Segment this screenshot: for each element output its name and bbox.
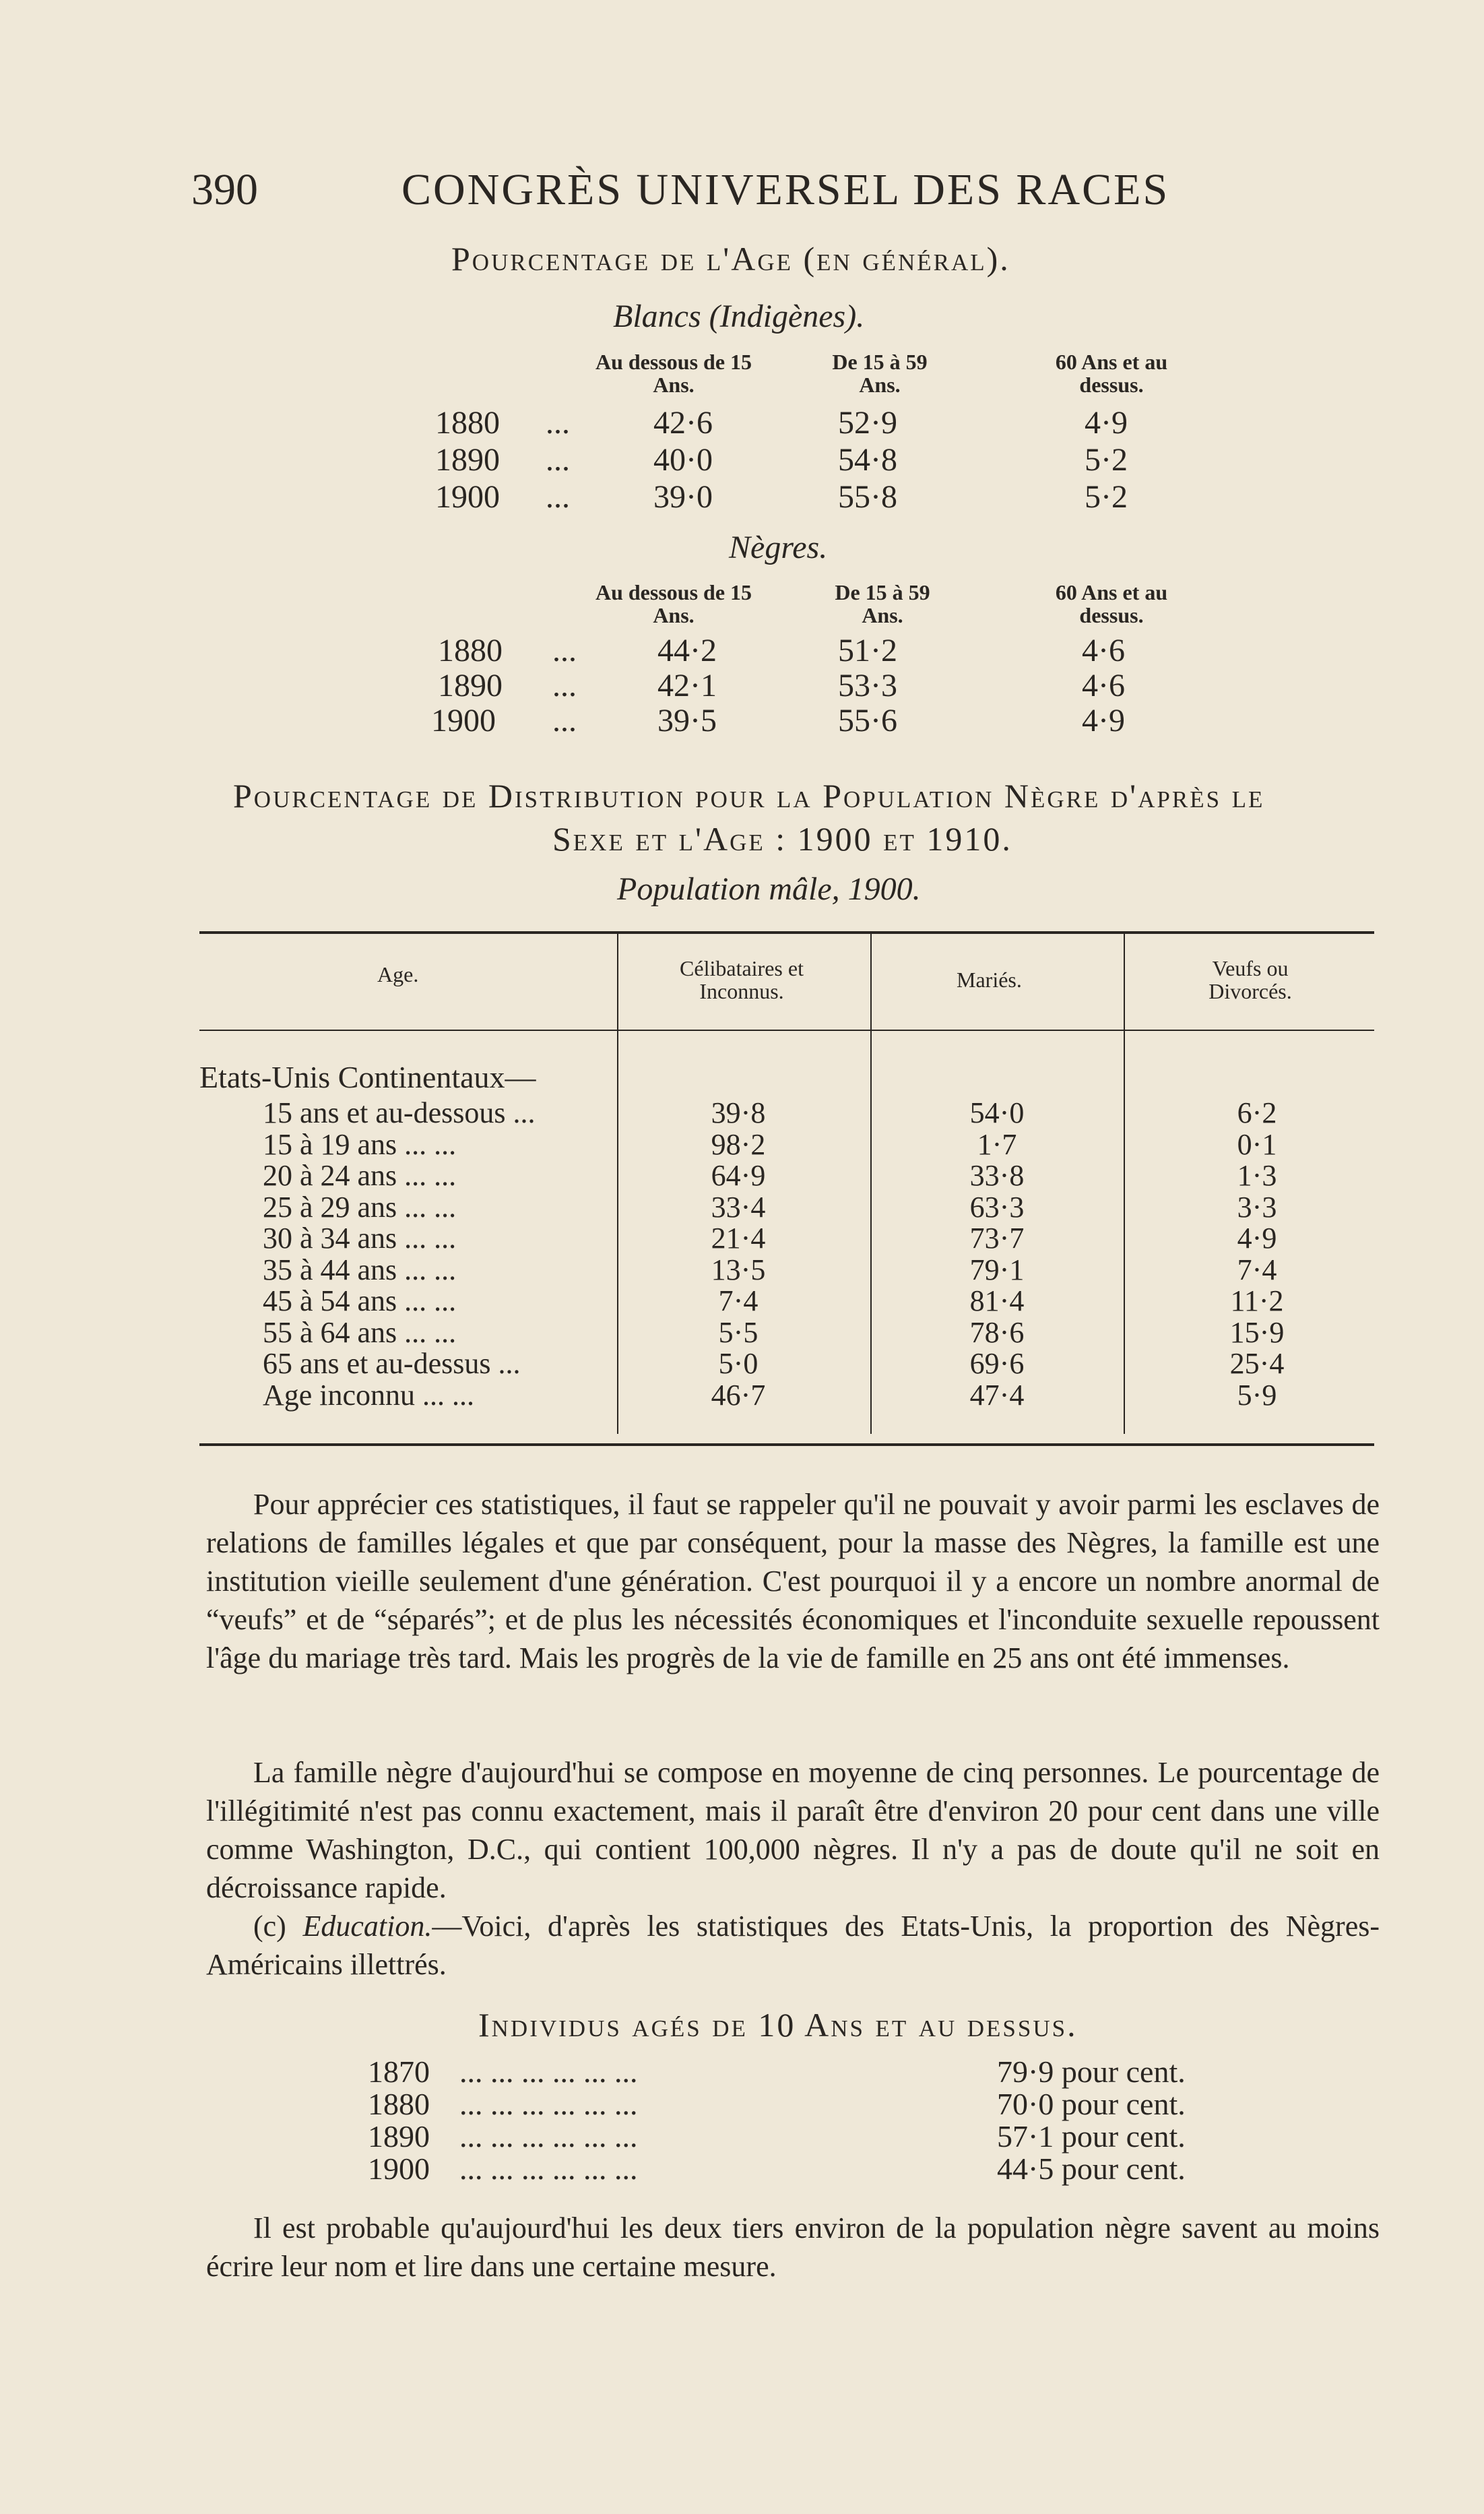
row-value-1: 39·5 — [657, 703, 717, 739]
distribution-subtitle: Population mâle, 1900. — [617, 871, 921, 907]
running-title: CONGRÈS UNIVERSEL DES RACES — [401, 165, 1170, 214]
row-value-1: 42·6 — [653, 405, 713, 441]
distribution-title-line1: Pourcentage de Distribution pour la Population Nègre d'après le — [233, 777, 1265, 815]
veufs-cell: 15·9 — [1229, 1316, 1285, 1349]
row-value-3: 4·9 — [1082, 703, 1125, 739]
row-year: 1900 — [431, 703, 496, 739]
row-dots: ... — [552, 633, 577, 668]
maries-cell: 78·6 — [969, 1316, 1025, 1349]
row-dots: ... — [546, 405, 570, 441]
row-value-3: 4·6 — [1082, 633, 1125, 668]
table-header-rule — [199, 1030, 1374, 1031]
veufs-cell: 0·1 — [1237, 1128, 1277, 1161]
age-cell: 65 ans et au-dessus ... — [263, 1347, 521, 1380]
row-year: 1890 — [435, 442, 500, 478]
literacy-dots: ... ... ... ... ... ... — [459, 2054, 638, 2089]
col-header-maries: Mariés. — [957, 968, 1022, 992]
table-vrule — [1124, 934, 1125, 1434]
veufs-cell: 1·3 — [1237, 1159, 1277, 1192]
row-year: 1880 — [438, 633, 503, 668]
row-dots: ... — [546, 479, 570, 515]
blancs-subtitle: Blancs (Indigènes). — [613, 298, 865, 334]
age-cell: 20 à 24 ans ... ... — [263, 1159, 457, 1192]
row-value-2: 54·8 — [838, 442, 897, 478]
age-cell: 45 à 54 ans ... ... — [263, 1284, 457, 1317]
section-rest: —Voici, d'après les statistiques des Etats-Unis, la proportion des Nègres-Américains illettrés. — [206, 1910, 1380, 1981]
group-label: Etats-Unis Continentaux— — [199, 1060, 536, 1094]
age-cell: Age inconnu ... ... — [263, 1379, 475, 1412]
table-top-rule — [199, 931, 1374, 934]
age-cell: 15 ans et au-dessous ... — [263, 1096, 536, 1129]
blancs-col-header-3: 60 Ans et au dessus. — [1055, 350, 1168, 397]
row-dots: ... — [552, 668, 577, 703]
age-cell: 30 à 34 ans ... ... — [263, 1222, 457, 1255]
distribution-title-line2: Sexe et l'Age : 1900 et 1910. — [552, 820, 1012, 858]
row-dots: ... — [546, 442, 570, 478]
row-value-3: 4·6 — [1082, 668, 1125, 703]
veufs-cell: 5·9 — [1237, 1379, 1277, 1412]
maries-cell: 33·8 — [969, 1159, 1025, 1192]
row-value-3: 5·2 — [1085, 479, 1128, 515]
row-year: 1890 — [438, 668, 503, 703]
celibataires-cell: 5·0 — [718, 1347, 759, 1380]
literacy-year: 1900 — [368, 2151, 430, 2186]
age-cell: 35 à 44 ans ... ... — [263, 1253, 457, 1286]
section-label: (c) — [253, 1910, 286, 1943]
row-value-2: 51·2 — [838, 633, 897, 668]
section-italic: Education. — [302, 1910, 432, 1943]
negres-col-header-3: 60 Ans et au dessus. — [1055, 580, 1168, 627]
maries-cell: 54·0 — [969, 1096, 1025, 1129]
col-header-celibataires: Célibataires et Inconnus. — [680, 956, 804, 1003]
maries-cell: 79·1 — [969, 1253, 1025, 1286]
paragraph-3 — [206, 1907, 1380, 1984]
age-section-title: Pourcentage de l'Age (en général). — [451, 240, 1010, 278]
maries-cell: 47·4 — [969, 1379, 1025, 1412]
literacy-year: 1870 — [368, 2054, 430, 2089]
maries-cell: 81·4 — [969, 1284, 1025, 1317]
row-value-1: 44·2 — [657, 633, 717, 668]
maries-cell: 63·3 — [969, 1191, 1025, 1224]
row-value-2: 55·6 — [838, 703, 897, 739]
literacy-value: 70·0 pour cent. — [997, 2087, 1186, 2121]
page-number: 390 — [191, 165, 258, 214]
paragraph-2: La famille nègre d'aujourd'hui se compose en moyenne de cinq personnes. Le pourcentage de l'illégitimité n'est pas connu exactement, mais il paraît être d'environ 20 pour cent dans une ville comme Washington, D.C., qui contient 100,000 nègres. Il n'y a pas de doute qu'il ne soit en décroissance rapide. — [206, 1756, 1380, 1904]
blancs-col-header-1: Au dessous de 15 Ans. — [595, 350, 752, 397]
age-cell: 15 à 19 ans ... ... — [263, 1128, 457, 1161]
row-value-2: 53·3 — [838, 668, 897, 703]
negres-col-header-1: Au dessous de 15 Ans. — [595, 580, 752, 627]
row-year: 1880 — [435, 405, 500, 441]
row-year: 1900 — [435, 479, 500, 515]
veufs-cell: 25·4 — [1229, 1347, 1285, 1380]
row-value-1: 42·1 — [657, 668, 717, 703]
literacy-dots: ... ... ... ... ... ... — [459, 2119, 638, 2154]
veufs-cell: 3·3 — [1237, 1191, 1277, 1224]
celibataires-cell: 5·5 — [718, 1316, 759, 1349]
maries-cell: 1·7 — [977, 1128, 1017, 1161]
age-cell: 55 à 64 ans ... ... — [263, 1316, 457, 1349]
veufs-cell: 11·2 — [1230, 1284, 1284, 1317]
celibataires-cell: 46·7 — [711, 1379, 766, 1412]
literacy-year: 1880 — [368, 2087, 430, 2121]
col-header-veufs: Veufs ou Divorcés. — [1208, 956, 1292, 1003]
literacy-dots: ... ... ... ... ... ... — [459, 2151, 638, 2186]
paragraph-1: Pour apprécier ces statistiques, il faut se rappeler qu'il ne pouvait y avoir parmi les esclaves de relations de familles légales et que par conséquent, pour la masse des Nègres, la famille est une institution vieille seulement d'une génération. C'est pourquoi il y a encore un nombre anormal de “veufs” et de “séparés”; et de plus les nécessités économiques et l'inconduite sexuelle repoussent l'âge du mariage très tard. Mais les progrès de la vie de famille en 25 ans ont été immenses. — [206, 1488, 1380, 1674]
row-value-3: 5·2 — [1085, 442, 1128, 478]
literacy-title: Individus agés de 10 Ans et au dessus. — [478, 2006, 1078, 2044]
literacy-dots: ... ... ... ... ... ... — [459, 2087, 638, 2121]
table-vrule — [870, 934, 872, 1434]
row-value-1: 40·0 — [653, 442, 713, 478]
literacy-year: 1890 — [368, 2119, 430, 2154]
celibataires-cell: 13·5 — [711, 1253, 766, 1286]
negres-col-header-2: De 15 à 59 Ans. — [835, 580, 930, 627]
col-header-age: Age. — [377, 962, 419, 986]
veufs-cell: 6·2 — [1237, 1096, 1277, 1129]
celibataires-cell: 7·4 — [718, 1284, 759, 1317]
celibataires-cell: 39·8 — [711, 1096, 766, 1129]
table-bottom-rule — [199, 1443, 1374, 1446]
row-value-1: 39·0 — [653, 479, 713, 515]
blancs-col-header-2: De 15 à 59 Ans. — [832, 350, 928, 397]
maries-cell: 69·6 — [969, 1347, 1025, 1380]
row-value-3: 4·9 — [1085, 405, 1128, 441]
literacy-value: 44·5 pour cent. — [997, 2151, 1186, 2186]
celibataires-cell: 33·4 — [711, 1191, 766, 1224]
age-cell: 25 à 29 ans ... ... — [263, 1191, 457, 1224]
veufs-cell: 4·9 — [1237, 1222, 1277, 1255]
celibataires-cell: 21·4 — [711, 1222, 766, 1255]
row-dots: ... — [552, 703, 577, 739]
maries-cell: 73·7 — [969, 1222, 1025, 1255]
row-value-2: 55·8 — [838, 479, 897, 515]
table-vrule — [617, 934, 618, 1434]
literacy-value: 57·1 pour cent. — [997, 2119, 1186, 2154]
veufs-cell: 7·4 — [1237, 1253, 1277, 1286]
row-value-2: 52·9 — [838, 405, 897, 441]
literacy-value: 79·9 pour cent. — [997, 2054, 1186, 2089]
celibataires-cell: 98·2 — [711, 1128, 766, 1161]
paragraph-4: Il est probable qu'aujourd'hui les deux tiers environ de la population nègre savent au moins écrire leur nom et lire dans une certaine mesure. — [206, 2211, 1380, 2283]
celibataires-cell: 64·9 — [711, 1159, 766, 1192]
negres-subtitle: Nègres. — [729, 530, 828, 565]
